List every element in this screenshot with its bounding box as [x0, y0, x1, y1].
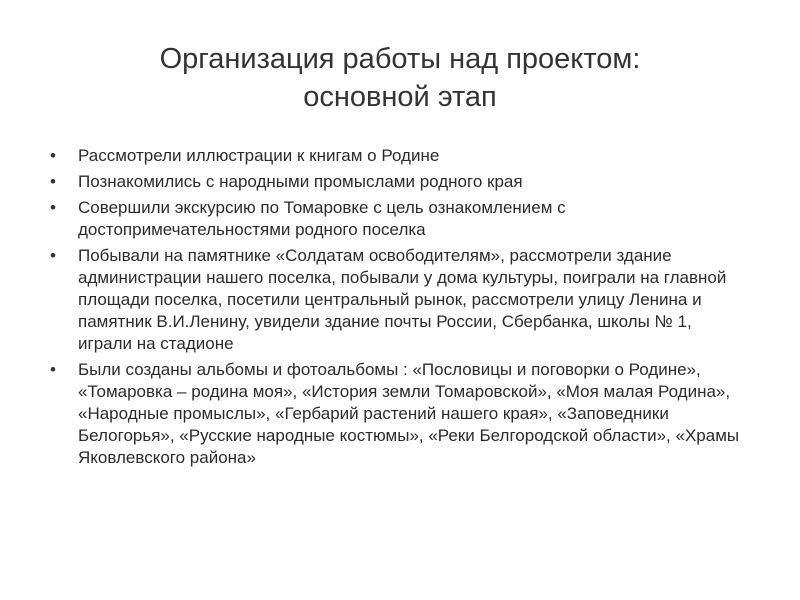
list-item-text: Познакомились с народными промыслами родного края — [78, 172, 523, 191]
bullet-icon: • — [50, 146, 56, 165]
list-item — [50, 145, 750, 167]
bullet-icon: • — [50, 360, 56, 379]
list-item-text: Побывали на памятнике «Солдатам освободителям», рассмотрели здание администрации нашего поселка, побывали у дома культуры, поиграли на главной площади поселка, посетили центральный рынок, рассмотрели улицу Ленина и памятник В.И.Ленину, увидели здание почты России, Сбербанка, школы № 1, играли на стадионе — [78, 246, 727, 353]
bullet-icon: • — [50, 246, 56, 265]
bullet-icon: • — [50, 198, 56, 217]
slide-title-line-1: Организация работы над проектом: — [159, 43, 641, 75]
bullet-icon: • — [50, 172, 56, 191]
list-item — [50, 171, 750, 193]
list-item-text: Были созданы альбомы и фотоальбомы : «Пословицы и поговорки о Родине», «Томаровка – родина моя», «История земли Томаровской», «Моя малая Родина», «Народные промыслы», «Гербарий растений нашего края», «Заповедники Белогорья», «Русские народные костюмы», «Реки Белгородской области», «Храмы Яковлевского района» — [78, 360, 740, 467]
list-item — [50, 359, 750, 469]
bullet-list — [50, 145, 750, 473]
list-item — [50, 245, 750, 355]
slide-title-line-2: основной этап — [303, 81, 497, 113]
list-item-text: Рассмотрели иллюстрации к книгам о Родине — [78, 146, 440, 165]
slide-title — [60, 40, 740, 116]
list-item — [50, 197, 750, 241]
list-item-text: Совершили экскурсию по Томаровке с цель ознакомлением с достопримечательностями родного поселка — [78, 198, 566, 239]
